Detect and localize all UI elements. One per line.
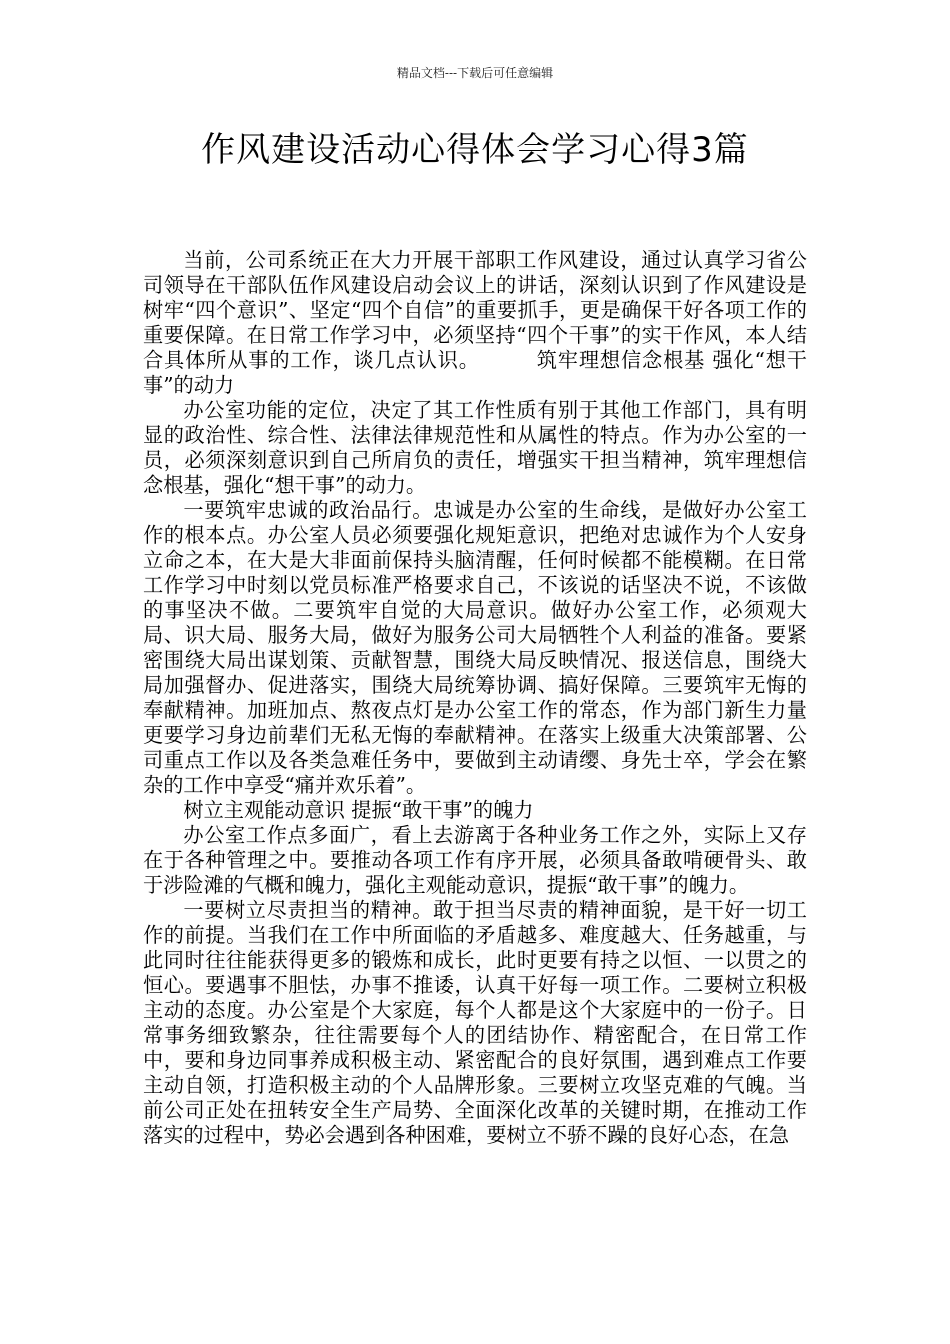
- paragraph: 办公室工作点多面广，看上去游离于各种业务工作之外，实际上又存在于各种管理之中。要推动各项工作有序开展，必须具备敢啃硬骨头、敢于涉险滩的气概和魄力，强化主观能动意识，提振“敢干事”的魄力。: [143, 823, 807, 897]
- paragraph-text: 当前，公司系统正在大力开展干部职工作风建设，通过认真学习省公司领导在干部队伍作风建设启动会议上的讲话，深刻认识到了作风建设是树牢“四个意识”、坚定“四个自信”的重要抓手，更是确保干好各项工作的重要保障。在日常工作学习中，必须坚持“四个干事”的实干作风，本人结合具体所从事的工作，谈几点认识。: [143, 248, 807, 372]
- section-heading-2: 树立主观能动意识 提振“敢干事”的魄力: [183, 798, 534, 822]
- document-title: 作风建设活动心得体会学习心得3篇: [201, 130, 749, 170]
- header-note: 精品文档---下载后可任意编辑: [396, 66, 554, 80]
- document-body: [143, 248, 807, 1148]
- paragraph-intro: [143, 248, 807, 398]
- section-heading-1: 筑牢理想信念根基 强化“想干事”的动力: [143, 348, 807, 397]
- paragraph: 一要筑牢忠诚的政治品行。忠诚是办公室的生命线，是做好办公室工作的根本点。办公室人员必须要强化规矩意识，把绝对忠诚作为个人安身立命之本，在大是大非面前保持头脑清醒，任何时候都不能模糊。在日常工作学习中时刻以党员标准严格要求自己，不该说的话坚决不说，不该做的事坚决不做。二要筑牢自觉的大局意识。做好办公室工作，必须观大局、识大局、服务大局，做好为服务公司大局牺牲个人利益的准备。要紧密围绕大局出谋划策、贡献智慧，围绕大局反映情况、报送信息，围绕大局加强督办、促进落实，围绕大局统筹协调、搞好保障。三要筑牢无悔的奉献精神。加班加点、熬夜点灯是办公室工作的常态，作为部门新生力量更要学习身边前辈们无私无悔的奉献精神。在落实上级重大决策部署、公司重点工作以及各类急难任务中，要做到主动请缨、身先士卒，学会在繁杂的工作中享受“痛并欢乐着”。: [143, 498, 807, 797]
- paragraph: 一要树立尽责担当的精神。敢于担当尽责的精神面貌，是干好一切工作的前提。当我们在工作中所面临的矛盾越多、难度越大、任务越重，与此同时往往能获得更多的锻炼和成长，此时更要有持之以恒、一以贯之的恒心。要遇事不胆怯，办事不推诿，认真干好每一项工作。二要树立积极主动的态度。办公室是个大家庭，每个人都是这个大家庭中的一份子。日常事务细致繁杂，往往需要每个人的团结协作、精密配合，在日常工作中，要和身边同事养成积极主动、紧密配合的良好氛围，遇到难点工作要主动自领，打造积极主动的个人品牌形象。三要树立攻坚克难的气魄。当前公司正处在扭转安全生产局势、全面深化改革的关键时期，在推动工作落实的过程中，势必会遇到各种困难，要树立不骄不躁的良好心态，在急: [143, 898, 807, 1147]
- paragraph: 办公室功能的定位，决定了其工作性质有别于其他工作部门，具有明显的政治性、综合性、法律法律规范性和从属性的特点。作为办公室的一员，必须深刻意识到自己所肩负的责任，增强实干担当精神，筑牢理想信念根基，强化“想干事”的动力。: [143, 398, 807, 497]
